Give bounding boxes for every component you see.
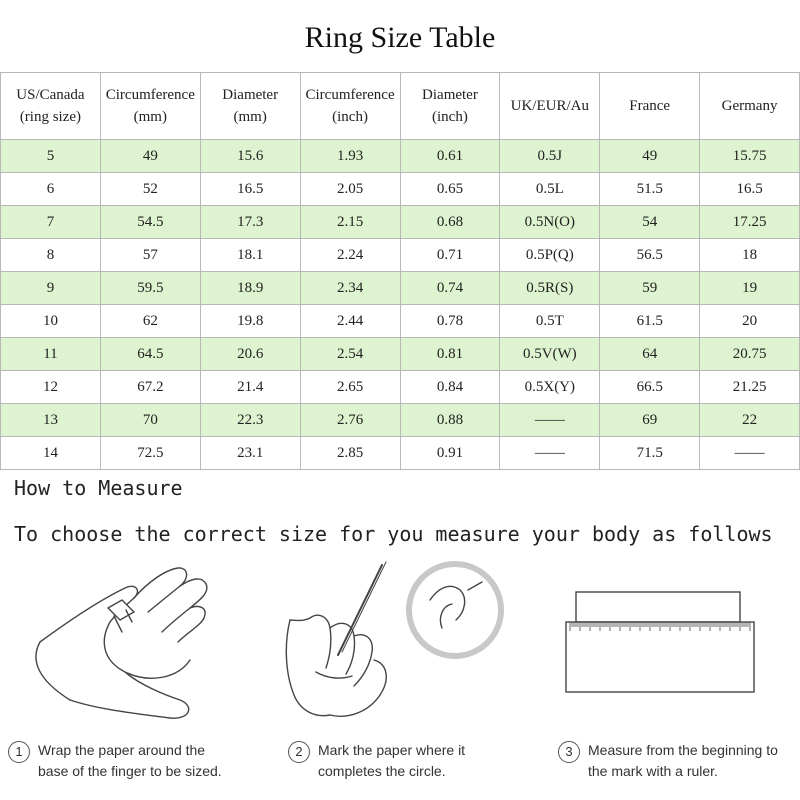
table-row [1,239,800,272]
table-cell: 0.88 [400,404,500,437]
table-cell: 10 [1,305,101,338]
table-cell: 18 [700,239,800,272]
header-germany: Germany [700,73,800,140]
page-title: Ring Size Table [304,21,496,54]
table-cell: 0.5V(W) [500,338,600,371]
table-cell: 11 [1,338,101,371]
table-row [1,272,800,305]
table-cell: 72.5 [100,437,200,470]
step-3-text: Measure from the beginning to the mark with a ruler. [588,742,778,779]
table-cell: —— [500,437,600,470]
table-cell: 57 [100,239,200,272]
table-cell: 20.6 [200,338,300,371]
table-cell: 0.5T [500,305,600,338]
table-cell: 20.75 [700,338,800,371]
header-france: France [600,73,700,140]
table-cell: 9 [1,272,101,305]
table-cell: 2.44 [300,305,400,338]
table-cell: 2.15 [300,206,400,239]
table-cell: 19.8 [200,305,300,338]
table-cell: 71.5 [600,437,700,470]
table-cell: 61.5 [600,305,700,338]
table-row [1,305,800,338]
step-3-number: 3 [558,741,580,763]
table-cell: 22.3 [200,404,300,437]
table-cell: 0.78 [400,305,500,338]
table-cell: 13 [1,404,101,437]
step-3 [558,740,778,782]
table-cell: 0.5P(Q) [500,239,600,272]
table-cell: 22 [700,404,800,437]
table-cell: 70 [100,404,200,437]
how-to-measure-heading: How to Measure [14,476,183,500]
table-cell: 0.68 [400,206,500,239]
table-cell: 0.65 [400,173,500,206]
step-2-text: Mark the paper where it completes the circle. [318,742,466,779]
step-2-number: 2 [288,741,310,763]
table-cell: 2.65 [300,371,400,404]
table-cell: 0.91 [400,437,500,470]
table-cell: 0.81 [400,338,500,371]
table-cell: 2.05 [300,173,400,206]
ruler-illustration-icon [560,560,760,700]
header-diameter-inch: Diameter (inch) [400,73,500,140]
table-cell: 0.61 [400,140,500,173]
table-cell: 0.5J [500,140,600,173]
table-cell: 67.2 [100,371,200,404]
header-diameter-mm: Diameter (mm) [200,73,300,140]
table-cell: 59.5 [100,272,200,305]
table-cell: 0.5N(O) [500,206,600,239]
hand-mark-illustration-icon [270,560,520,735]
table-cell: 2.76 [300,404,400,437]
table-cell: 0.5L [500,173,600,206]
header-uk-eur-au: UK/EUR/Au [500,73,600,140]
table-row [1,437,800,470]
table-cell: 0.84 [400,371,500,404]
table-cell: 17.3 [200,206,300,239]
table-cell: 19 [700,272,800,305]
table-cell: 23.1 [200,437,300,470]
table-row [1,338,800,371]
table-cell: 66.5 [600,371,700,404]
table-cell: 14 [1,437,101,470]
table-cell: 18.1 [200,239,300,272]
table-cell: 2.24 [300,239,400,272]
header-circumference-inch: Circumference (inch) [300,73,400,140]
table-cell: 2.34 [300,272,400,305]
table-row [1,371,800,404]
table-cell: 5 [1,140,101,173]
table-header-row [1,73,800,140]
table-cell: 59 [600,272,700,305]
table-cell: —— [500,404,600,437]
table-cell: 2.85 [300,437,400,470]
table-cell: 54 [600,206,700,239]
ring-size-table [0,72,800,470]
table-row [1,140,800,173]
step-1-number: 1 [8,741,30,763]
table-cell: 0.5X(Y) [500,371,600,404]
table-cell: 54.5 [100,206,200,239]
table-cell: 1.93 [300,140,400,173]
table-cell: 0.74 [400,272,500,305]
table-cell: 15.75 [700,140,800,173]
step-1 [8,740,222,782]
table-cell: 6 [1,173,101,206]
step-1-text: Wrap the paper around the base of the finger to be sized. [38,742,222,779]
measure-instruction: To choose the correct size for you measure your body as follows [14,522,773,546]
table-row [1,173,800,206]
table-cell: 8 [1,239,101,272]
table-cell: 20 [700,305,800,338]
step-2 [288,740,465,782]
header-us-canada: US/Canada (ring size) [1,73,101,140]
table-cell: 49 [600,140,700,173]
table-cell: 62 [100,305,200,338]
table-cell: 49 [100,140,200,173]
header-circumference-mm: Circumference (mm) [100,73,200,140]
table-cell: 64 [600,338,700,371]
table-cell: 0.5R(S) [500,272,600,305]
table-cell: 17.25 [700,206,800,239]
table-cell: 69 [600,404,700,437]
table-cell: 16.5 [700,173,800,206]
table-cell: 21.4 [200,371,300,404]
table-cell: 2.54 [300,338,400,371]
table-row [1,404,800,437]
table-cell: 51.5 [600,173,700,206]
table-cell: 12 [1,371,101,404]
table-row [1,206,800,239]
table-cell: 21.25 [700,371,800,404]
table-cell: 7 [1,206,101,239]
table-cell: 64.5 [100,338,200,371]
table-cell: 52 [100,173,200,206]
table-cell: 56.5 [600,239,700,272]
table-cell: 18.9 [200,272,300,305]
table-cell: 16.5 [200,173,300,206]
table-cell: 15.6 [200,140,300,173]
hand-wrap-illustration-icon [30,560,230,735]
table-cell: —— [700,437,800,470]
table-cell: 0.71 [400,239,500,272]
